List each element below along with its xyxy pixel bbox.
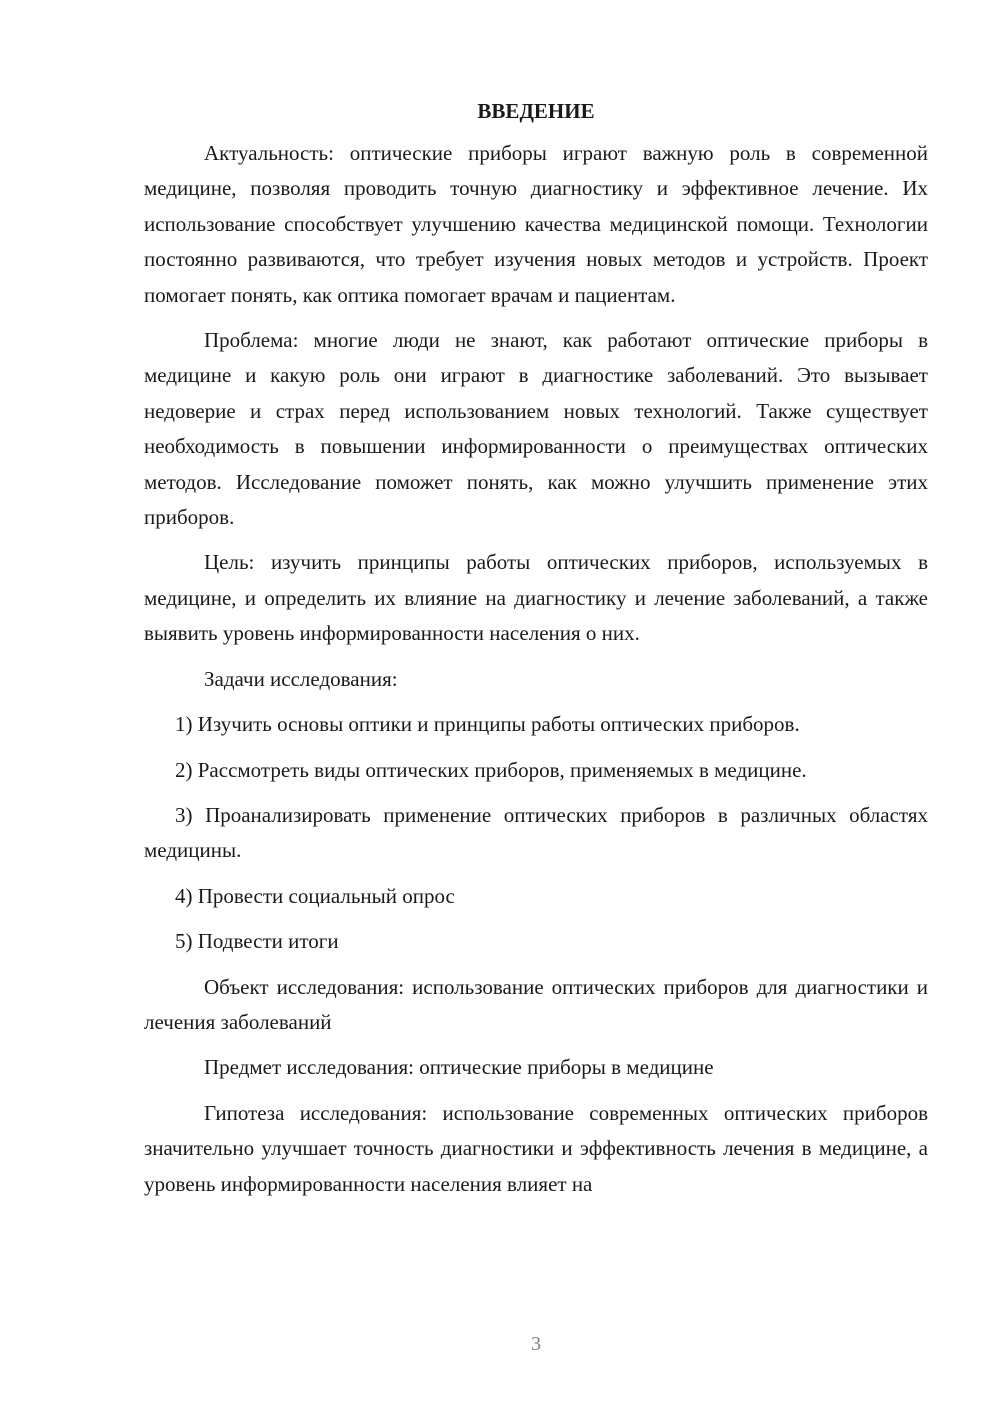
- problem-paragraph: Проблема: многие люди не знают, как работают оптические приборы в медицине и какую роль они играют в диагностике заболеваний. Это вызывает недоверие и страх перед использованием новых технологий. Также существует необходимость в повышении информированности о преимуществах оптических методов. Исследование поможет понять, как можно улучшить применение этих приборов.: [144, 328, 928, 530]
- task-item-4: 4) Провести социальный опрос: [175, 883, 455, 908]
- task-item-3: 3) Проанализировать применение оптических приборов в различных областях медицины.: [144, 802, 928, 863]
- subject-paragraph: Предмет исследования: оптические приборы в медицине: [204, 1055, 714, 1080]
- task-item-5: 5) Подвести итоги: [175, 929, 339, 954]
- page-number: 3: [531, 1333, 541, 1355]
- page-title: ВВЕДЕНИЕ: [477, 99, 595, 123]
- object-paragraph: Объект исследования: использование оптических приборов для диагностики и лечения заболеваний: [144, 974, 928, 1034]
- relevance-paragraph: Актуальность: оптические приборы играют важную роль в современной медицине, позволяя проводить точную диагностику и эффективное лечение. Их использование способствует улучшению качества медицинской помощи. Технологии постоянно развиваются, что требует изучения новых методов и устройств. Проект помогает понять, как оптика помогает врачам и пациентам.: [144, 141, 928, 307]
- task-item-1: 1) Изучить основы оптики и принципы работы оптических приборов.: [175, 712, 800, 737]
- page-content: [144, 96, 928, 1202]
- task-item-2: 2) Рассмотреть виды оптических приборов, применяемых в медицине.: [175, 757, 807, 782]
- tasks-heading: Задачи исследования:: [204, 666, 398, 691]
- hypothesis-paragraph: Гипотеза исследования: использование современных оптических приборов значительно улучшает точность диагностики и эффективность лечения в медицине, а уровень информированности населения влияет на: [144, 1100, 928, 1196]
- goal-paragraph: Цель: изучить принципы работы оптических приборов, используемых в медицине, и определить их влияние на диагностику и лечение заболеваний, а также выявить уровень информированности населения о них.: [144, 550, 928, 646]
